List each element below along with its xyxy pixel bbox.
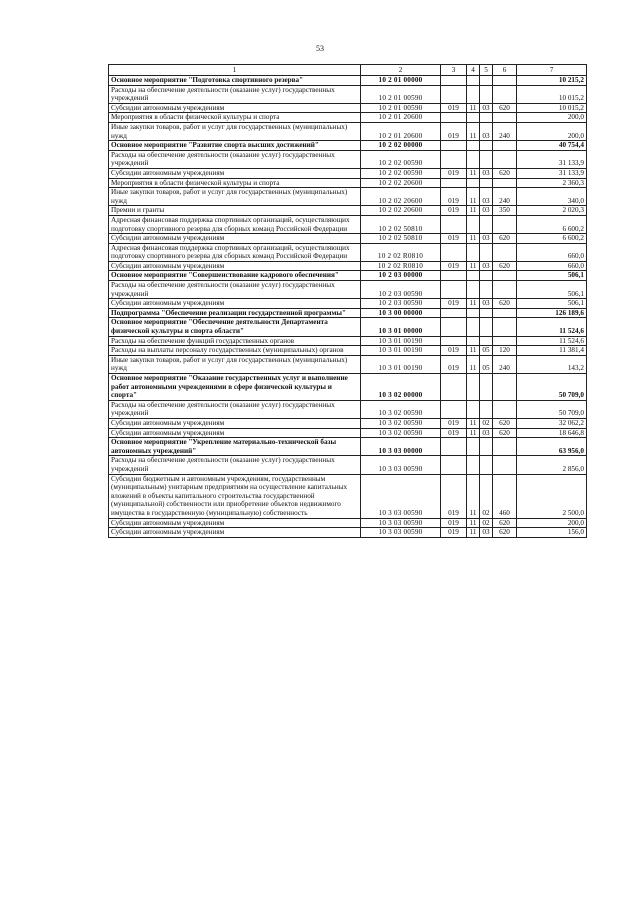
row-target-code: 10 3 01 00190 (361, 346, 441, 356)
row-amount: 506,1 (517, 271, 587, 281)
row-section-code (467, 271, 480, 281)
row-section-code: 11 (467, 299, 480, 309)
row-dept-code: 019 (441, 428, 467, 438)
row-name: Адресная финансовая поддержка спортивных организаций, осуществляющих подготовку спортивного резерва для сборных команд Российской Федерации (109, 215, 361, 233)
row-expense-type: 240 (493, 188, 517, 206)
row-target-code: 10 3 02 00590 (361, 428, 441, 438)
header-col-7: 7 (517, 65, 587, 76)
row-amount: 2 020,3 (517, 206, 587, 216)
row-dept-code (441, 178, 467, 188)
header-col-1: 1 (109, 65, 361, 76)
row-amount: 63 956,0 (517, 438, 587, 456)
row-section-code (467, 281, 480, 299)
table-row (109, 400, 587, 418)
row-section-code (467, 243, 480, 261)
row-expense-type: 240 (493, 122, 517, 140)
row-section-code (467, 150, 480, 168)
table-row (109, 261, 587, 271)
row-expense-type: 620 (493, 168, 517, 178)
row-amount: 2 856,0 (517, 456, 587, 474)
table-row (109, 474, 587, 518)
row-section-code: 11 (467, 103, 480, 113)
row-subsection-code (480, 456, 493, 474)
row-amount: 660,0 (517, 243, 587, 261)
row-name: Мероприятия в области физической культуры и спорта (109, 113, 361, 123)
row-dept-code: 019 (441, 261, 467, 271)
row-name: Мероприятия в области физической культуры и спорта (109, 178, 361, 188)
row-expense-type (493, 243, 517, 261)
table-row (109, 150, 587, 168)
table-row (109, 308, 587, 318)
table-row (109, 178, 587, 188)
table-row (109, 76, 587, 86)
row-amount: 10 015,2 (517, 103, 587, 113)
row-dept-code (441, 308, 467, 318)
row-subsection-code: 03 (480, 188, 493, 206)
header-col-4: 4 (467, 65, 480, 76)
row-subsection-code: 02 (480, 518, 493, 528)
row-subsection-code: 05 (480, 355, 493, 373)
row-section-code (467, 438, 480, 456)
row-name: Расходы на выплаты персоналу государственных (муниципальных) органов (109, 346, 361, 356)
row-amount: 31 133,9 (517, 150, 587, 168)
row-name: Иные закупки товаров, работ и услуг для государственных (муниципальных) нужд (109, 122, 361, 140)
table-row (109, 418, 587, 428)
header-col-5: 5 (480, 65, 493, 76)
row-target-code: 10 2 03 00000 (361, 271, 441, 281)
row-expense-type (493, 215, 517, 233)
row-expense-type (493, 76, 517, 86)
row-subsection-code: 03 (480, 206, 493, 216)
row-section-code (467, 318, 480, 336)
row-name: Расходы на обеспечение функций государственных органов (109, 336, 361, 346)
row-section-code (467, 215, 480, 233)
row-expense-type (493, 318, 517, 336)
row-expense-type (493, 336, 517, 346)
row-target-code: 10 3 01 00000 (361, 318, 441, 336)
row-subsection-code (480, 438, 493, 456)
row-section-code (467, 113, 480, 123)
table-row (109, 336, 587, 346)
row-dept-code: 019 (441, 355, 467, 373)
table-row (109, 141, 587, 151)
row-target-code: 10 2 02 50810 (361, 215, 441, 233)
row-target-code: 10 2 02 R0810 (361, 243, 441, 261)
row-section-code: 11 (467, 206, 480, 216)
row-name: Субсидии автономным учреждениям (109, 418, 361, 428)
row-amount: 506,1 (517, 299, 587, 309)
row-target-code: 10 3 03 00590 (361, 518, 441, 528)
row-name: Субсидии бюджетным и автономным учреждениям, государственным (муниципальным) унитарным предприятиям на осуществление капитальных вложений в объекты капитального строительства государственной (муниципальной) собственности или приобретение объектов недвижимого имущества в государственную (муниципальную) собственность (109, 474, 361, 518)
row-target-code: 10 3 03 00590 (361, 528, 441, 538)
row-expense-type: 620 (493, 428, 517, 438)
row-name: Основное мероприятие "Укрепление материально-технической базы автономных учреждений" (109, 438, 361, 456)
row-target-code: 10 2 01 00590 (361, 103, 441, 113)
row-section-code (467, 336, 480, 346)
row-name: Расходы на обеспечение деятельности (оказание услуг) государственных учреждений (109, 150, 361, 168)
table-header (109, 65, 587, 76)
row-section-code (467, 178, 480, 188)
row-subsection-code: 03 (480, 261, 493, 271)
row-subsection-code (480, 85, 493, 103)
row-name: Основное мероприятие "Совершенствование кадрового обеспечения" (109, 271, 361, 281)
row-subsection-code (480, 318, 493, 336)
row-expense-type (493, 178, 517, 188)
row-dept-code (441, 374, 467, 401)
row-section-code: 11 (467, 418, 480, 428)
row-name: Основное мероприятие "Оказание государственных услуг и выполнение работ автономными учреждениями в сфере физической культуры и спорта" (109, 374, 361, 401)
row-target-code: 10 2 01 00590 (361, 85, 441, 103)
header-col-6: 6 (493, 65, 517, 76)
table-row (109, 234, 587, 244)
row-subsection-code (480, 178, 493, 188)
row-name: Основное мероприятие "Подготовка спортивного резерва" (109, 76, 361, 86)
row-target-code: 10 2 02 00590 (361, 150, 441, 168)
row-dept-code (441, 85, 467, 103)
row-section-code (467, 400, 480, 418)
row-name: Подпрограмма "Обеспечение реализации государственной программы" (109, 308, 361, 318)
row-target-code: 10 3 01 00190 (361, 355, 441, 373)
page-number: 53 (316, 44, 324, 53)
row-amount: 6 600,2 (517, 234, 587, 244)
row-expense-type (493, 281, 517, 299)
row-dept-code (441, 336, 467, 346)
row-dept-code (441, 215, 467, 233)
row-expense-type (493, 141, 517, 151)
row-target-code: 10 3 01 00190 (361, 336, 441, 346)
row-section-code (467, 85, 480, 103)
row-subsection-code: 03 (480, 168, 493, 178)
row-target-code: 10 2 02 20600 (361, 206, 441, 216)
row-expense-type (493, 271, 517, 281)
row-dept-code (441, 271, 467, 281)
row-subsection-code: 03 (480, 234, 493, 244)
row-subsection-code (480, 215, 493, 233)
row-amount: 32 062,2 (517, 418, 587, 428)
row-expense-type: 620 (493, 261, 517, 271)
row-section-code: 11 (467, 355, 480, 373)
row-amount: 11 381,4 (517, 346, 587, 356)
row-dept-code (441, 400, 467, 418)
row-subsection-code (480, 308, 493, 318)
row-expense-type (493, 400, 517, 418)
row-amount: 50 709,0 (517, 400, 587, 418)
row-amount: 50 709,0 (517, 374, 587, 401)
row-amount: 660,0 (517, 261, 587, 271)
row-target-code: 10 3 02 00000 (361, 374, 441, 401)
row-name: Субсидии автономным учреждениям (109, 234, 361, 244)
row-target-code: 10 2 01 00000 (361, 76, 441, 86)
row-subsection-code (480, 374, 493, 401)
row-section-code (467, 141, 480, 151)
row-dept-code: 019 (441, 234, 467, 244)
row-expense-type: 350 (493, 206, 517, 216)
row-subsection-code (480, 150, 493, 168)
row-subsection-code: 02 (480, 418, 493, 428)
row-dept-code: 019 (441, 122, 467, 140)
header-row (109, 65, 587, 76)
row-dept-code: 019 (441, 418, 467, 428)
row-subsection-code: 03 (480, 428, 493, 438)
table-row (109, 168, 587, 178)
row-amount: 200,0 (517, 113, 587, 123)
row-name: Субсидии автономным учреждениям (109, 518, 361, 528)
row-dept-code (441, 456, 467, 474)
row-target-code: 10 3 03 00590 (361, 474, 441, 518)
row-amount: 18 646,8 (517, 428, 587, 438)
row-expense-type (493, 438, 517, 456)
row-dept-code (441, 150, 467, 168)
row-name: Расходы на обеспечение деятельности (оказание услуг) государственных учреждений (109, 456, 361, 474)
row-section-code: 11 (467, 168, 480, 178)
row-section-code: 11 (467, 346, 480, 356)
row-expense-type (493, 456, 517, 474)
table-row (109, 374, 587, 401)
row-dept-code (441, 76, 467, 86)
table-row (109, 438, 587, 456)
row-name: Расходы на обеспечение деятельности (оказание услуг) государственных учреждений (109, 85, 361, 103)
row-subsection-code: 05 (480, 346, 493, 356)
row-dept-code (441, 281, 467, 299)
table-row (109, 113, 587, 123)
table-row (109, 299, 587, 309)
row-subsection-code (480, 400, 493, 418)
table-row (109, 456, 587, 474)
table-row (109, 243, 587, 261)
row-name: Субсидии автономным учреждениям (109, 261, 361, 271)
row-section-code (467, 374, 480, 401)
row-name: Субсидии автономным учреждениям (109, 299, 361, 309)
row-target-code: 10 2 01 20600 (361, 113, 441, 123)
row-section-code: 11 (467, 528, 480, 538)
row-amount: 11 524,6 (517, 318, 587, 336)
row-name: Субсидии автономным учреждениям (109, 528, 361, 538)
row-target-code: 10 2 02 R0810 (361, 261, 441, 271)
row-expense-type: 620 (493, 234, 517, 244)
row-section-code: 11 (467, 122, 480, 140)
row-target-code: 10 3 00 00000 (361, 308, 441, 318)
row-dept-code: 019 (441, 518, 467, 528)
row-amount: 143,2 (517, 355, 587, 373)
row-subsection-code (480, 336, 493, 346)
table-row (109, 428, 587, 438)
row-target-code: 10 2 02 00590 (361, 168, 441, 178)
table-row (109, 103, 587, 113)
row-target-code: 10 2 02 20600 (361, 178, 441, 188)
row-name: Субсидии автономным учреждениям (109, 428, 361, 438)
row-section-code: 11 (467, 474, 480, 518)
row-subsection-code: 03 (480, 103, 493, 113)
table-row (109, 355, 587, 373)
row-dept-code: 019 (441, 206, 467, 216)
row-subsection-code (480, 141, 493, 151)
table-row (109, 188, 587, 206)
row-name: Премии и гранты (109, 206, 361, 216)
table-row (109, 518, 587, 528)
row-amount: 6 600,2 (517, 215, 587, 233)
row-amount: 40 754,4 (517, 141, 587, 151)
header-col-2: 2 (361, 65, 441, 76)
row-expense-type (493, 85, 517, 103)
row-subsection-code: 03 (480, 528, 493, 538)
row-target-code: 10 2 03 00590 (361, 281, 441, 299)
row-target-code: 10 3 02 00590 (361, 418, 441, 428)
row-target-code: 10 2 02 50810 (361, 234, 441, 244)
table-row (109, 122, 587, 140)
row-subsection-code (480, 271, 493, 281)
row-name: Субсидии автономным учреждениям (109, 168, 361, 178)
row-target-code: 10 2 03 00590 (361, 299, 441, 309)
row-target-code: 10 3 03 00000 (361, 438, 441, 456)
row-subsection-code (480, 243, 493, 261)
row-name: Основное мероприятие "Обеспечение деятельности Департамента физической культуры и спорта области" (109, 318, 361, 336)
row-amount: 200,0 (517, 122, 587, 140)
row-subsection-code: 03 (480, 299, 493, 309)
row-dept-code: 019 (441, 346, 467, 356)
budget-table (108, 64, 587, 538)
row-dept-code: 019 (441, 528, 467, 538)
table-row (109, 346, 587, 356)
row-dept-code: 019 (441, 103, 467, 113)
row-amount: 10 015,2 (517, 85, 587, 103)
row-expense-type: 620 (493, 528, 517, 538)
row-section-code: 11 (467, 518, 480, 528)
row-amount: 2 500,0 (517, 474, 587, 518)
row-expense-type (493, 374, 517, 401)
row-target-code: 10 2 02 00000 (361, 141, 441, 151)
row-amount: 10 215,2 (517, 76, 587, 86)
row-subsection-code: 03 (480, 122, 493, 140)
row-name: Иные закупки товаров, работ и услуг для государственных (муниципальных) нужд (109, 188, 361, 206)
row-amount: 340,0 (517, 188, 587, 206)
header-col-3: 3 (441, 65, 467, 76)
row-section-code (467, 456, 480, 474)
table-row (109, 281, 587, 299)
row-expense-type (493, 113, 517, 123)
row-section-code (467, 308, 480, 318)
row-subsection-code: 02 (480, 474, 493, 518)
row-subsection-code (480, 76, 493, 86)
row-dept-code (441, 438, 467, 456)
row-amount: 11 524,6 (517, 336, 587, 346)
table-row (109, 318, 587, 336)
table-row (109, 215, 587, 233)
row-name: Расходы на обеспечение деятельности (оказание услуг) государственных учреждений (109, 281, 361, 299)
row-section-code: 11 (467, 428, 480, 438)
table-row (109, 206, 587, 216)
row-amount: 506,1 (517, 281, 587, 299)
row-dept-code: 019 (441, 188, 467, 206)
row-amount: 31 133,9 (517, 168, 587, 178)
row-target-code: 10 3 02 00590 (361, 400, 441, 418)
row-section-code: 11 (467, 234, 480, 244)
table-row (109, 271, 587, 281)
row-subsection-code (480, 281, 493, 299)
row-expense-type (493, 308, 517, 318)
row-name: Расходы на обеспечение деятельности (оказание услуг) государственных учреждений (109, 400, 361, 418)
row-name: Субсидии автономным учреждениям (109, 103, 361, 113)
row-amount: 156,0 (517, 528, 587, 538)
row-name: Адресная финансовая поддержка спортивных организаций, осуществляющих подготовку спортивного резерва для сборных команд Российской Федерации (109, 243, 361, 261)
row-amount: 126 189,6 (517, 308, 587, 318)
row-name: Основное мероприятие "Развитие спорта высших достижений" (109, 141, 361, 151)
row-section-code: 11 (467, 188, 480, 206)
row-expense-type: 620 (493, 518, 517, 528)
row-expense-type: 620 (493, 418, 517, 428)
table-row (109, 85, 587, 103)
row-dept-code: 019 (441, 474, 467, 518)
row-expense-type: 620 (493, 299, 517, 309)
table-row (109, 528, 587, 538)
row-target-code: 10 3 03 00590 (361, 456, 441, 474)
row-expense-type: 120 (493, 346, 517, 356)
row-target-code: 10 2 01 20600 (361, 122, 441, 140)
row-amount: 200,0 (517, 518, 587, 528)
row-section-code: 11 (467, 261, 480, 271)
row-amount: 2 360,3 (517, 178, 587, 188)
row-expense-type: 240 (493, 355, 517, 373)
row-expense-type: 460 (493, 474, 517, 518)
row-dept-code (441, 141, 467, 151)
row-dept-code (441, 318, 467, 336)
row-dept-code (441, 243, 467, 261)
row-name: Иные закупки товаров, работ и услуг для государственных (муниципальных) нужд (109, 355, 361, 373)
row-section-code (467, 76, 480, 86)
row-dept-code (441, 113, 467, 123)
row-subsection-code (480, 113, 493, 123)
row-dept-code: 019 (441, 168, 467, 178)
row-expense-type (493, 150, 517, 168)
row-dept-code: 019 (441, 299, 467, 309)
table-body (109, 76, 587, 538)
row-target-code: 10 2 02 20600 (361, 188, 441, 206)
row-expense-type: 620 (493, 103, 517, 113)
